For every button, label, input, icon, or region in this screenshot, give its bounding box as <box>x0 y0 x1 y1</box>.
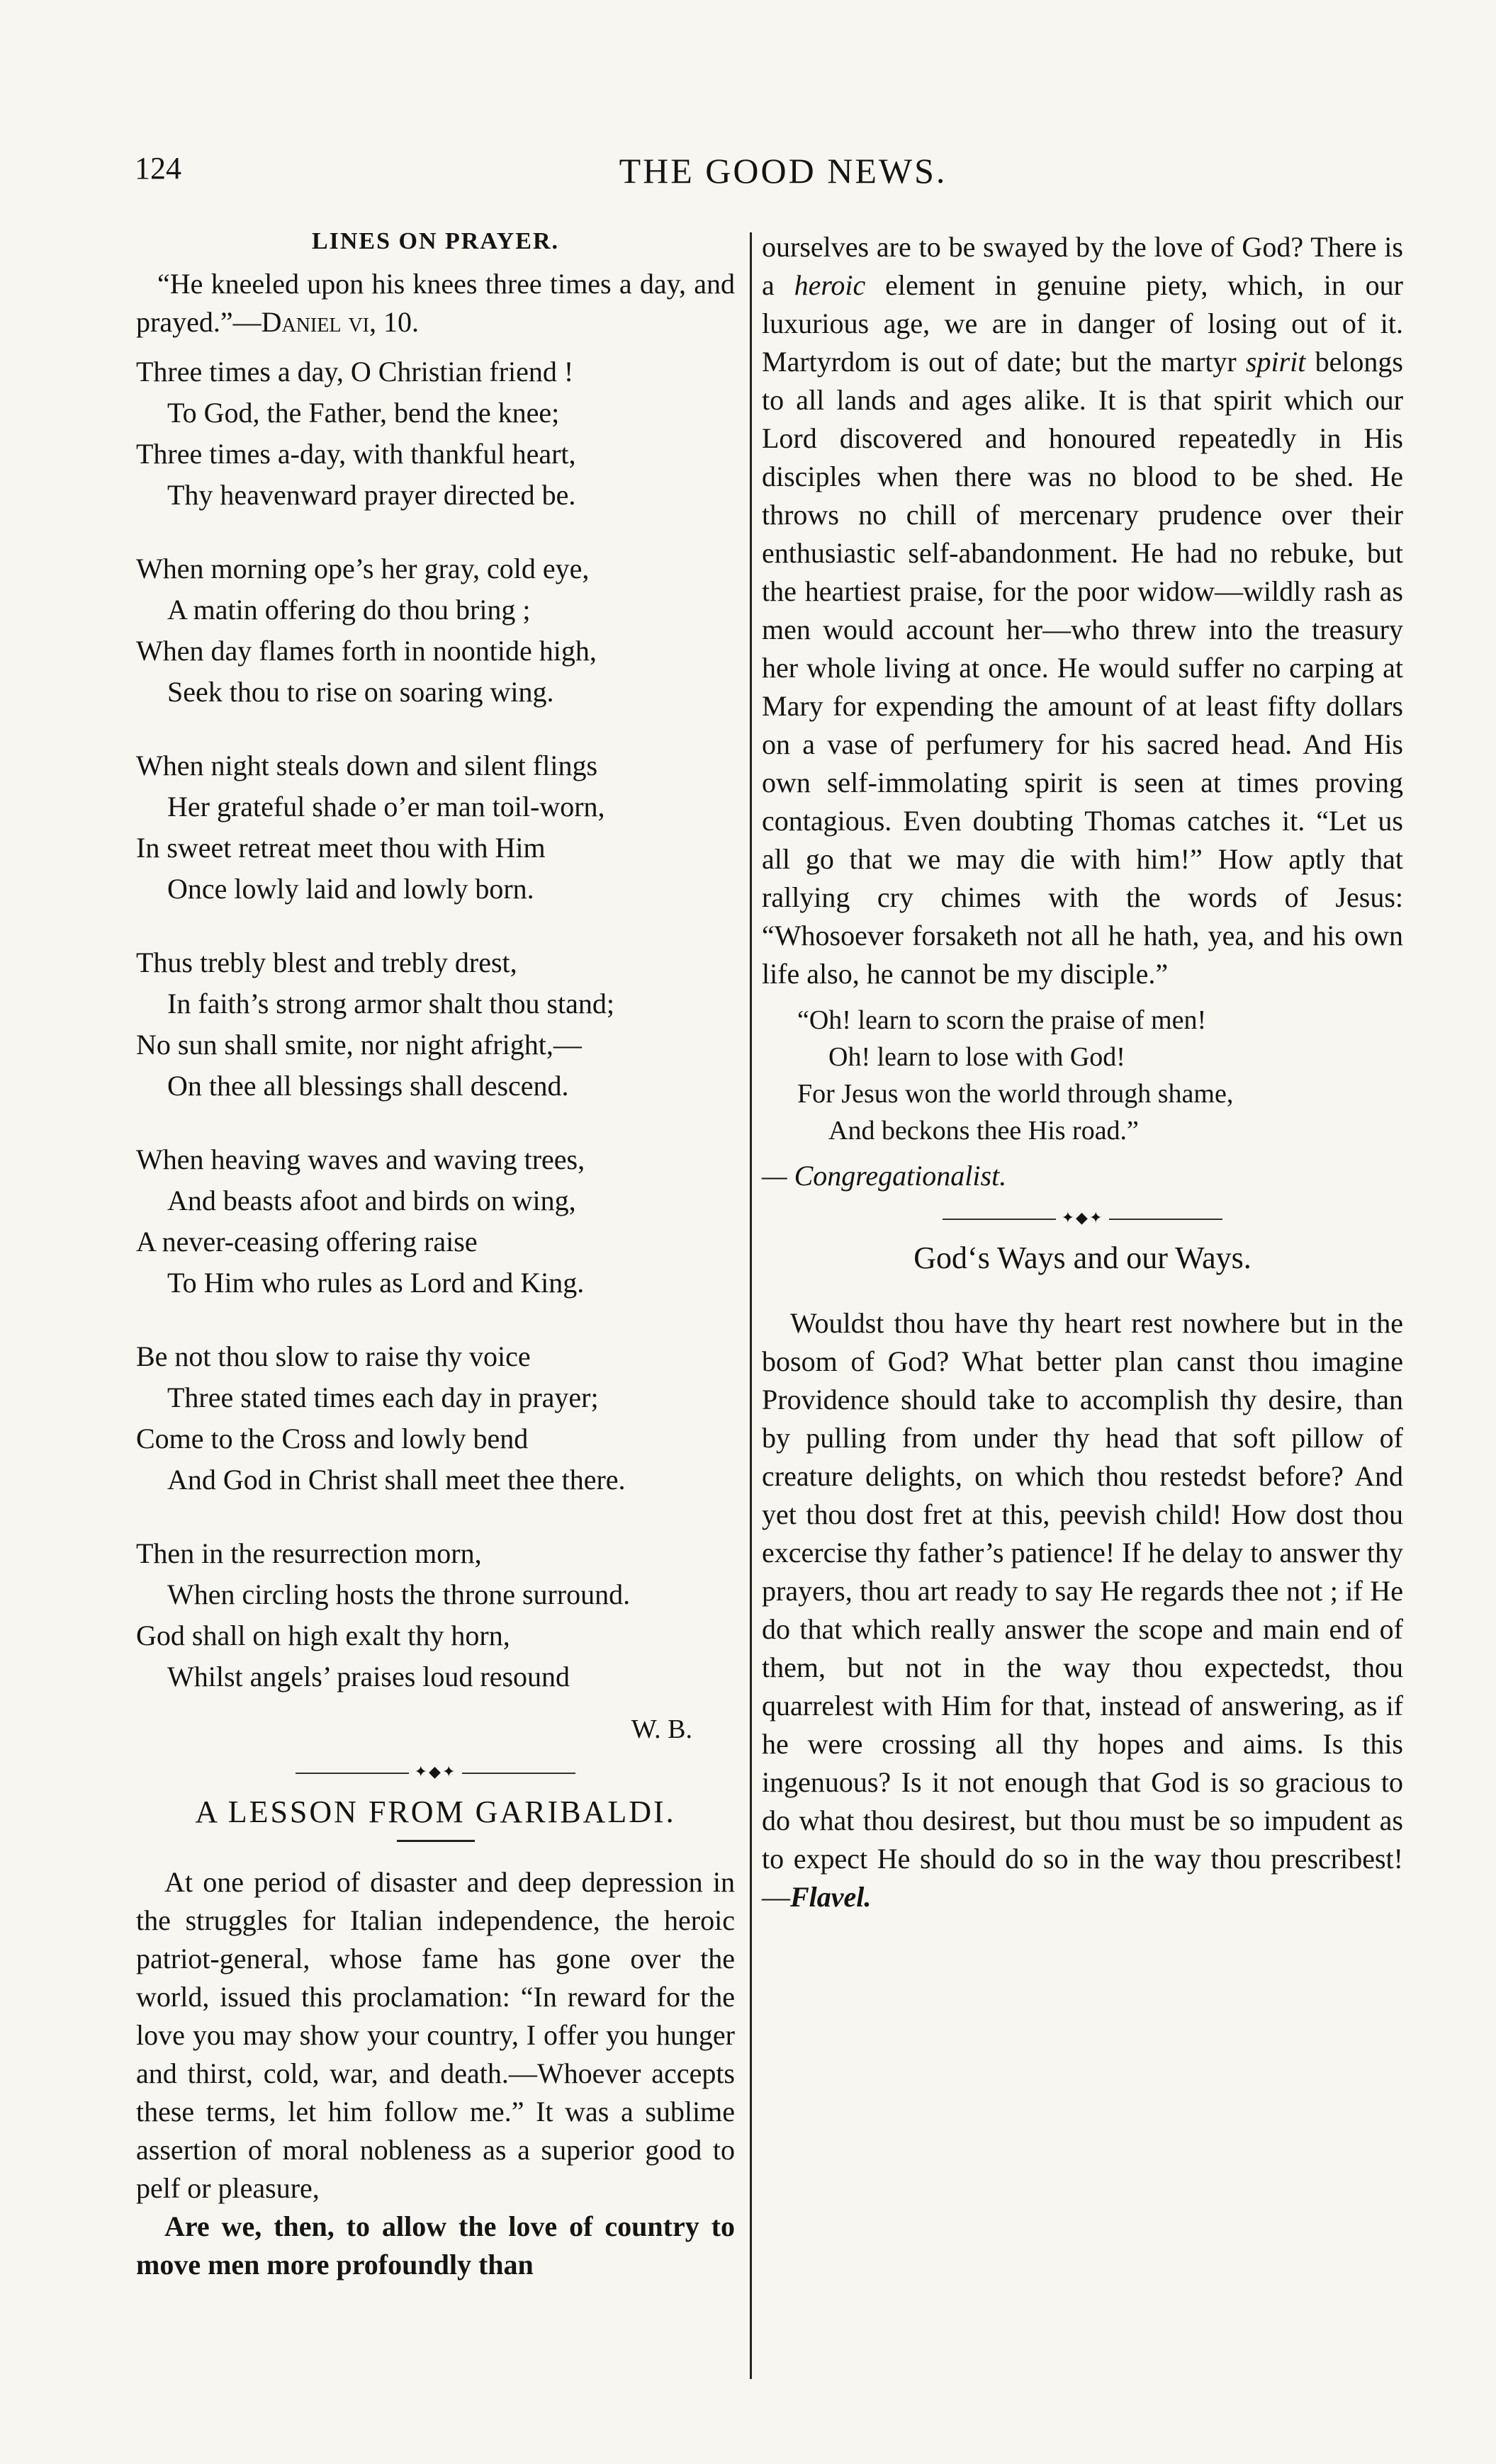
verse-line: Then in the resurrection morn, <box>136 1537 482 1569</box>
left-column <box>136 228 735 2284</box>
ornament-rule-right <box>1109 1219 1222 1220</box>
section-ornament <box>136 1763 735 1781</box>
stanza <box>136 1533 735 1697</box>
verse-line: When heaving waves and waving trees, <box>136 1143 585 1175</box>
verse-line: Whilst angels’ praises loud resound <box>167 1661 570 1692</box>
stanza <box>136 351 735 516</box>
poem <box>136 351 735 1697</box>
stanza <box>136 745 735 910</box>
epigraph <box>136 265 735 341</box>
gods-ways-paragraph <box>762 1304 1403 1916</box>
stanza <box>136 548 735 713</box>
verse-line: And beasts afoot and birds on wing, <box>167 1185 576 1216</box>
ornament-glyph: ✦◆✦ <box>414 1763 457 1780</box>
verse-line: In faith’s strong armor shalt thou stand; <box>167 988 615 1019</box>
page-number: 124 <box>135 151 181 186</box>
verse-line: Come to the Cross and lowly bend <box>136 1423 529 1454</box>
verse-line: No sun shall smite, nor night afright,— <box>136 1029 582 1061</box>
verse-line: When circling hosts the throne surround. <box>167 1578 631 1610</box>
verse-line: Oh! learn to lose with God! <box>828 1042 1125 1072</box>
text-run: ourselves are to be swayed by the love of God? There is a <box>762 231 1403 301</box>
text-run: element in genuine piety, which, in our luxurious age, we are in danger of losing out of it. Martyrdom is out of date; but the martyr <box>762 269 1403 378</box>
ornament-rule-right <box>462 1773 575 1774</box>
hymn-quote <box>762 1002 1403 1149</box>
emphasis: heroic <box>794 269 866 301</box>
ornament-rule-left <box>296 1773 409 1774</box>
article-heading-gods-ways: God‘s Ways and our Ways. <box>913 1241 1252 1275</box>
verse-line: Seek thou to rise on soaring wing. <box>167 676 554 708</box>
column-divider <box>750 232 752 2379</box>
verse-line: Three times a-day, with thankful heart, <box>136 438 576 470</box>
verse-line: In sweet retreat meet thou with Him <box>136 832 546 864</box>
section-ornament <box>762 1209 1403 1227</box>
stanza <box>136 1336 735 1501</box>
epigraph-quote: “He kneeled upon his knees three times a day, and prayed.”— <box>136 268 735 338</box>
verse-line: “Oh! learn to scorn the praise of men! <box>797 1005 1207 1035</box>
verse-line: Three times a day, O Christian friend ! <box>136 356 574 388</box>
ornament-rule-left <box>943 1219 1056 1220</box>
verse-line: And beckons thee His road.” <box>828 1116 1139 1146</box>
verse-line: When night steals down and silent flings <box>136 750 598 781</box>
emphasis: spirit <box>1245 346 1306 378</box>
page-header <box>135 150 1432 200</box>
verse-line: God shall on high exalt thy horn, <box>136 1620 510 1651</box>
right-column <box>762 228 1403 1916</box>
verse-line: For Jesus won the world through shame, <box>797 1079 1234 1109</box>
verse-line: Be not thou slow to raise thy voice <box>136 1340 531 1372</box>
verse-line: When day flames forth in noontide high, <box>136 635 597 667</box>
verse-line: Her grateful shade o’er man toil-worn, <box>167 791 605 823</box>
verse-line: A matin offering do thou bring ; <box>167 594 531 626</box>
epigraph-reference: Daniel vi, 10. <box>261 306 419 338</box>
poem-signature: W. B. <box>631 1714 692 1744</box>
text-run: belongs to all lands and ages alike. It is that spirit which our Lord discovered and honoured repeatedly in His disciples when there was no blood to be shed. He throws no chill of mercenary prudence over their enthusiastic self-abandonment. He had no rebuke, but the heartiest praise, for the poor widow—wildly rash as men would account her—who threw into the treasury her whole living at once. He would suffer no carping at Mary for expending the amount of at least fifty dollars on a vase of perfumery for his sacred head. And His own self-immolating spirit is seen at times proving contagious. Even doubting Thomas catches it. “Let us all go that we may die with him!” How aptly that rallying cry chimes with the words of Jesus: “Whosoever forsaketh not all he hath, yea, and his own life also, he cannot be my disciple.” <box>762 346 1403 990</box>
garibaldi-paragraph: Are we, then, to allow the love of country to move men more profoundly than <box>136 2210 735 2281</box>
verse-line: When morning ope’s her gray, cold eye, <box>136 553 590 584</box>
verse-line: Thus trebly blest and trebly drest, <box>136 946 517 978</box>
verse-line: Thy heavenward prayer directed be. <box>167 479 576 511</box>
article-heading-prayer: LINES ON PRAYER. <box>311 228 560 254</box>
stanza <box>136 942 735 1107</box>
verse-line: Once lowly laid and lowly born. <box>167 873 534 905</box>
verse-line: And God in Christ shall meet thee there. <box>167 1464 626 1496</box>
verse-line: On thee all blessings shall descend. <box>167 1070 569 1102</box>
running-title: THE GOOD NEWS. <box>619 151 947 191</box>
garibaldi-paragraph: At one period of disaster and deep depression in the struggles for Italian independence, the heroic patriot-general, whose fame has gone over the world, issued this proclamation: “In reward for the love you may show your country, I offer you hunger and thirst, cold, war, and death.—Whoever accepts these terms, let him follow me.” It was a sublime assertion of moral nobleness as a superior good to pelf or pleasure, <box>136 1866 735 2204</box>
stanza <box>136 1139 735 1304</box>
text-run: Wouldst thou have thy heart rest nowhere but in the bosom of God? What better plan canst thou imagine Providence should take to accomplish thy desire, than by pulling from under thy head that soft pillow of creature delights, on which thou restedst before? And yet thou dost fret at this, peevish child! How dost thou excercise thy father’s patience! If he delay to answer thy prayers, thou art ready to say He regards thee not ; if He do that which really answer the scope and main end of them, but not in the way thou expectedst, thou quarrelest with Him for that, instead of answering, as if he were crossing all thy hopes and aims. Is this ingenuous? Is it not enough that God is so gracious to do what thou desirest, but thou must be so impudent as to expect He should do so in the way thou prescribest!— <box>762 1307 1403 1913</box>
verse-line: To Him who rules as Lord and King. <box>167 1267 585 1299</box>
ornament-glyph: ✦◆✦ <box>1061 1209 1104 1226</box>
source-attribution: — Congregationalist. <box>762 1160 1007 1192</box>
verse-line: Three stated times each day in prayer; <box>167 1381 599 1413</box>
author-name: Flavel. <box>790 1881 872 1913</box>
heading-rule <box>397 1840 475 1842</box>
garibaldi-continued <box>762 228 1403 993</box>
article-heading-garibaldi: A LESSON FROM GARIBALDI. <box>195 1795 676 1829</box>
verse-line: To God, the Father, bend the knee; <box>167 397 560 429</box>
verse-line: A never-ceasing offering raise <box>136 1226 478 1258</box>
